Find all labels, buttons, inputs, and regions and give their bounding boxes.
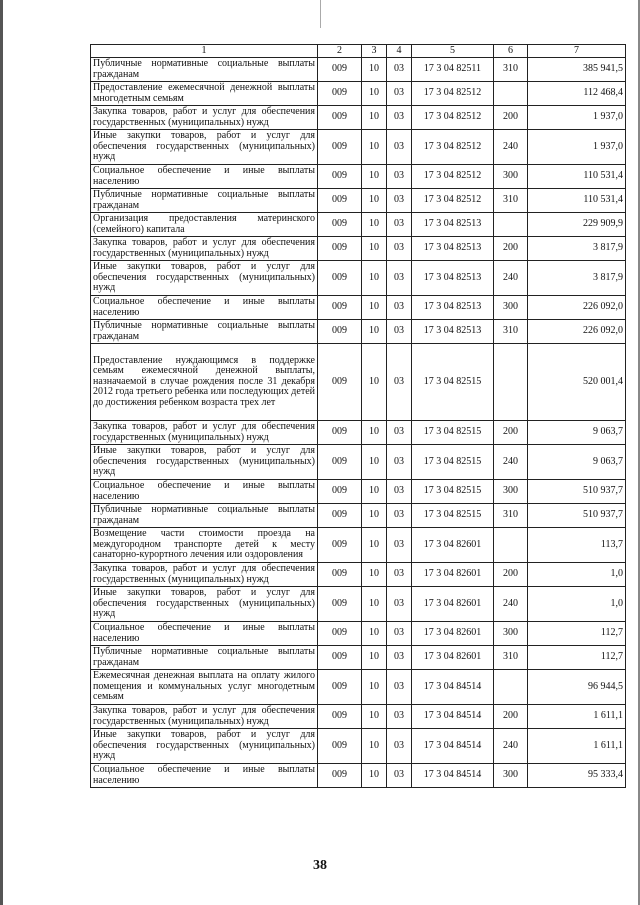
row-subsection-code: 03 — [387, 58, 412, 82]
table-row — [91, 82, 626, 106]
table-row — [91, 189, 626, 213]
row-expense-type — [494, 670, 528, 705]
row-expense-type: 200 — [494, 705, 528, 729]
row-section-code: 10 — [362, 344, 387, 421]
row-section-code: 10 — [362, 320, 387, 344]
row-amount: 1 937,0 — [528, 130, 626, 165]
row-amount: 96 944,5 — [528, 670, 626, 705]
row-target-article: 17 3 04 82601 — [412, 622, 494, 646]
row-amount: 226 092,0 — [528, 296, 626, 320]
row-chapter-code: 009 — [318, 445, 362, 480]
row-section-code: 10 — [362, 646, 387, 670]
row-target-article: 17 3 04 82511 — [412, 58, 494, 82]
row-amount: 110 531,4 — [528, 165, 626, 189]
row-expense-type: 200 — [494, 106, 528, 130]
row-target-article: 17 3 04 82512 — [412, 106, 494, 130]
scan-top-mark — [320, 0, 321, 28]
row-chapter-code: 009 — [318, 563, 362, 587]
header-cell-6: 6 — [494, 45, 528, 58]
table-header-row — [91, 45, 626, 58]
row-amount: 1,0 — [528, 563, 626, 587]
header-cell-3: 3 — [362, 45, 387, 58]
row-amount: 1 937,0 — [528, 106, 626, 130]
table-row — [91, 764, 626, 788]
row-section-code: 10 — [362, 130, 387, 165]
row-name: Предоставление ежемесячной денежной выплаты многодетным семьям — [91, 82, 318, 106]
row-expense-type — [494, 528, 528, 563]
row-amount: 113,7 — [528, 528, 626, 563]
row-amount: 3 817,9 — [528, 261, 626, 296]
row-amount: 510 937,7 — [528, 480, 626, 504]
row-chapter-code: 009 — [318, 320, 362, 344]
row-chapter-code: 009 — [318, 344, 362, 421]
row-amount: 3 817,9 — [528, 237, 626, 261]
row-subsection-code: 03 — [387, 587, 412, 622]
row-target-article: 17 3 04 82515 — [412, 421, 494, 445]
row-name: Публичные нормативные социальные выплаты гражданам — [91, 646, 318, 670]
row-name: Социальное обеспечение и иные выплаты населению — [91, 296, 318, 320]
row-chapter-code: 009 — [318, 106, 362, 130]
row-name: Закупка товаров, работ и услуг для обеспечения государственных (муниципальных) нужд — [91, 705, 318, 729]
table-row — [91, 421, 626, 445]
row-expense-type: 300 — [494, 764, 528, 788]
row-name: Публичные нормативные социальные выплаты гражданам — [91, 189, 318, 213]
page-number: 38 — [313, 858, 327, 873]
row-expense-type: 310 — [494, 58, 528, 82]
row-expense-type: 240 — [494, 729, 528, 764]
table-row — [91, 504, 626, 528]
table-row — [91, 445, 626, 480]
row-amount: 229 909,9 — [528, 213, 626, 237]
row-subsection-code: 03 — [387, 165, 412, 189]
row-target-article: 17 3 04 82513 — [412, 261, 494, 296]
row-section-code: 10 — [362, 106, 387, 130]
row-chapter-code: 009 — [318, 296, 362, 320]
table-row — [91, 528, 626, 563]
row-subsection-code: 03 — [387, 213, 412, 237]
header-cell-2: 2 — [318, 45, 362, 58]
row-section-code: 10 — [362, 421, 387, 445]
row-name: Закупка товаров, работ и услуг для обеспечения государственных (муниципальных) нужд — [91, 563, 318, 587]
row-amount: 385 941,5 — [528, 58, 626, 82]
table-row — [91, 320, 626, 344]
row-name: Публичные нормативные социальные выплаты гражданам — [91, 58, 318, 82]
row-expense-type — [494, 344, 528, 421]
row-subsection-code: 03 — [387, 764, 412, 788]
row-target-article: 17 3 04 82601 — [412, 563, 494, 587]
row-chapter-code: 009 — [318, 705, 362, 729]
row-chapter-code: 009 — [318, 213, 362, 237]
row-amount: 112,7 — [528, 622, 626, 646]
table-row — [91, 165, 626, 189]
table-row — [91, 729, 626, 764]
budget-table — [90, 44, 626, 788]
row-name: Публичные нормативные социальные выплаты гражданам — [91, 504, 318, 528]
row-target-article: 17 3 04 82515 — [412, 344, 494, 421]
table-row — [91, 622, 626, 646]
row-target-article: 17 3 04 82515 — [412, 504, 494, 528]
row-target-article: 17 3 04 82513 — [412, 213, 494, 237]
row-expense-type — [494, 213, 528, 237]
row-target-article: 17 3 04 82512 — [412, 165, 494, 189]
row-expense-type: 310 — [494, 646, 528, 670]
row-section-code: 10 — [362, 58, 387, 82]
row-subsection-code: 03 — [387, 670, 412, 705]
row-amount: 1 611,1 — [528, 729, 626, 764]
table-row — [91, 213, 626, 237]
row-subsection-code: 03 — [387, 237, 412, 261]
row-expense-type: 300 — [494, 296, 528, 320]
row-name: Иные закупки товаров, работ и услуг для обеспечения государственных (муниципальных) нужд — [91, 445, 318, 480]
row-expense-type: 200 — [494, 563, 528, 587]
scan-edge-left — [0, 0, 3, 905]
row-subsection-code: 03 — [387, 729, 412, 764]
table-row — [91, 237, 626, 261]
row-section-code: 10 — [362, 296, 387, 320]
row-chapter-code: 009 — [318, 528, 362, 563]
row-name: Публичные нормативные социальные выплаты гражданам — [91, 320, 318, 344]
row-section-code: 10 — [362, 445, 387, 480]
row-target-article: 17 3 04 82601 — [412, 587, 494, 622]
row-amount: 110 531,4 — [528, 189, 626, 213]
row-subsection-code: 03 — [387, 130, 412, 165]
row-chapter-code: 009 — [318, 237, 362, 261]
row-subsection-code: 03 — [387, 189, 412, 213]
row-chapter-code: 009 — [318, 504, 362, 528]
row-target-article: 17 3 04 82513 — [412, 237, 494, 261]
row-subsection-code: 03 — [387, 106, 412, 130]
row-target-article: 17 3 04 82515 — [412, 445, 494, 480]
row-subsection-code: 03 — [387, 296, 412, 320]
row-chapter-code: 009 — [318, 130, 362, 165]
row-section-code: 10 — [362, 261, 387, 296]
row-amount: 9 063,7 — [528, 421, 626, 445]
row-target-article: 17 3 04 84514 — [412, 764, 494, 788]
row-name: Закупка товаров, работ и услуг для обеспечения государственных (муниципальных) нужд — [91, 237, 318, 261]
row-amount: 1 611,1 — [528, 705, 626, 729]
row-subsection-code: 03 — [387, 480, 412, 504]
row-expense-type: 310 — [494, 189, 528, 213]
table-row — [91, 261, 626, 296]
row-target-article: 17 3 04 84514 — [412, 670, 494, 705]
row-chapter-code: 009 — [318, 670, 362, 705]
header-cell-1: 1 — [91, 45, 318, 58]
row-subsection-code: 03 — [387, 261, 412, 296]
row-amount: 510 937,7 — [528, 504, 626, 528]
row-chapter-code: 009 — [318, 729, 362, 764]
row-name: Ежемесячная денежная выплата на оплату жилого помещения и коммунальных услуг многодетным семьям — [91, 670, 318, 705]
row-amount: 520 001,4 — [528, 344, 626, 421]
row-subsection-code: 03 — [387, 320, 412, 344]
row-subsection-code: 03 — [387, 504, 412, 528]
row-subsection-code: 03 — [387, 421, 412, 445]
row-name: Социальное обеспечение и иные выплаты населению — [91, 480, 318, 504]
table-row — [91, 106, 626, 130]
row-chapter-code: 009 — [318, 587, 362, 622]
table-row — [91, 646, 626, 670]
row-chapter-code: 009 — [318, 646, 362, 670]
row-amount: 9 063,7 — [528, 445, 626, 480]
table-row — [91, 344, 626, 421]
row-chapter-code: 009 — [318, 58, 362, 82]
row-target-article: 17 3 04 82512 — [412, 189, 494, 213]
row-expense-type: 240 — [494, 261, 528, 296]
row-chapter-code: 009 — [318, 189, 362, 213]
row-target-article: 17 3 04 82513 — [412, 296, 494, 320]
row-amount: 95 333,4 — [528, 764, 626, 788]
row-subsection-code: 03 — [387, 563, 412, 587]
header-cell-5: 5 — [412, 45, 494, 58]
row-name: Предоставление нуждающимся в поддержке семьям ежемесячной денежной выплаты, назначаемой в случае рождения после 31 декабря 2012 года третьего ребенка или последующих детей до достижения ребенком возраста трех лет — [91, 344, 318, 421]
row-expense-type: 310 — [494, 504, 528, 528]
row-name: Социальное обеспечение и иные выплаты населению — [91, 165, 318, 189]
row-name: Социальное обеспечение и иные выплаты населению — [91, 622, 318, 646]
row-name: Иные закупки товаров, работ и услуг для обеспечения государственных (муниципальных) нужд — [91, 729, 318, 764]
row-chapter-code: 009 — [318, 764, 362, 788]
row-subsection-code: 03 — [387, 445, 412, 480]
row-target-article: 17 3 04 84514 — [412, 729, 494, 764]
row-subsection-code: 03 — [387, 344, 412, 421]
table-row — [91, 296, 626, 320]
row-chapter-code: 009 — [318, 165, 362, 189]
table-row — [91, 705, 626, 729]
row-target-article: 17 3 04 82601 — [412, 646, 494, 670]
header-cell-4: 4 — [387, 45, 412, 58]
table-row — [91, 587, 626, 622]
row-amount: 1,0 — [528, 587, 626, 622]
row-target-article: 17 3 04 82512 — [412, 82, 494, 106]
table-row — [91, 58, 626, 82]
row-section-code: 10 — [362, 729, 387, 764]
row-section-code: 10 — [362, 528, 387, 563]
row-subsection-code: 03 — [387, 705, 412, 729]
row-target-article: 17 3 04 82512 — [412, 130, 494, 165]
row-expense-type: 300 — [494, 622, 528, 646]
row-name: Закупка товаров, работ и услуг для обеспечения государственных (муниципальных) нужд — [91, 106, 318, 130]
row-chapter-code: 009 — [318, 622, 362, 646]
row-name: Закупка товаров, работ и услуг для обеспечения государственных (муниципальных) нужд — [91, 421, 318, 445]
row-section-code: 10 — [362, 563, 387, 587]
row-expense-type: 300 — [494, 480, 528, 504]
row-target-article: 17 3 04 82513 — [412, 320, 494, 344]
row-amount: 112 468,4 — [528, 82, 626, 106]
row-expense-type — [494, 82, 528, 106]
row-chapter-code: 009 — [318, 421, 362, 445]
row-expense-type: 200 — [494, 237, 528, 261]
row-amount: 226 092,0 — [528, 320, 626, 344]
row-name: Иные закупки товаров, работ и услуг для обеспечения государственных (муниципальных) нужд — [91, 130, 318, 165]
row-section-code: 10 — [362, 189, 387, 213]
row-chapter-code: 009 — [318, 82, 362, 106]
row-section-code: 10 — [362, 165, 387, 189]
table-row — [91, 130, 626, 165]
table-body — [91, 58, 626, 788]
row-section-code: 10 — [362, 764, 387, 788]
row-name: Иные закупки товаров, работ и услуг для обеспечения государственных (муниципальных) нужд — [91, 587, 318, 622]
row-name: Иные закупки товаров, работ и услуг для обеспечения государственных (муниципальных) нужд — [91, 261, 318, 296]
row-section-code: 10 — [362, 237, 387, 261]
row-expense-type: 240 — [494, 130, 528, 165]
row-name: Возмещение части стоимости проезда на междугородном транспорте детей к месту санаторно-курортного лечения или оздоровления — [91, 528, 318, 563]
header-cell-7: 7 — [528, 45, 626, 58]
row-expense-type: 310 — [494, 320, 528, 344]
row-expense-type: 240 — [494, 445, 528, 480]
row-amount: 112,7 — [528, 646, 626, 670]
row-target-article: 17 3 04 82515 — [412, 480, 494, 504]
row-subsection-code: 03 — [387, 622, 412, 646]
row-section-code: 10 — [362, 587, 387, 622]
row-section-code: 10 — [362, 705, 387, 729]
row-section-code: 10 — [362, 213, 387, 237]
row-expense-type: 200 — [494, 421, 528, 445]
row-section-code: 10 — [362, 622, 387, 646]
table-row — [91, 670, 626, 705]
row-section-code: 10 — [362, 670, 387, 705]
row-chapter-code: 009 — [318, 261, 362, 296]
table-row — [91, 563, 626, 587]
row-subsection-code: 03 — [387, 82, 412, 106]
row-target-article: 17 3 04 84514 — [412, 705, 494, 729]
row-expense-type: 240 — [494, 587, 528, 622]
row-name: Организация предоставления материнского (семейного) капитала — [91, 213, 318, 237]
row-subsection-code: 03 — [387, 528, 412, 563]
row-chapter-code: 009 — [318, 480, 362, 504]
row-name: Социальное обеспечение и иные выплаты населению — [91, 764, 318, 788]
row-expense-type: 300 — [494, 165, 528, 189]
row-section-code: 10 — [362, 504, 387, 528]
table-row — [91, 480, 626, 504]
row-target-article: 17 3 04 82601 — [412, 528, 494, 563]
row-section-code: 10 — [362, 480, 387, 504]
row-subsection-code: 03 — [387, 646, 412, 670]
row-section-code: 10 — [362, 82, 387, 106]
